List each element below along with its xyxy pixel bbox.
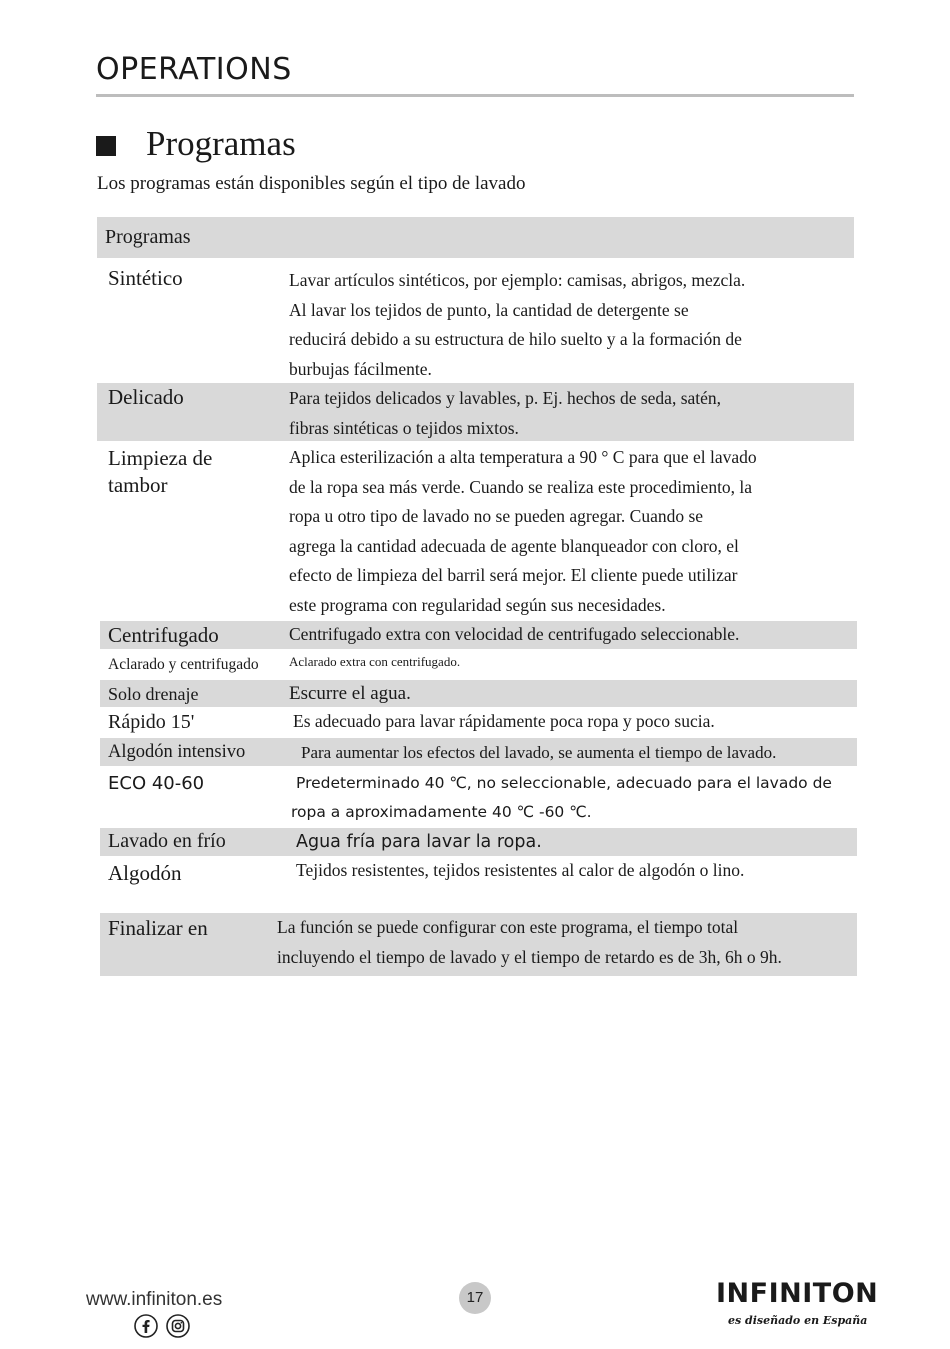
description-line: efecto de limpieza del barril será mejor. El cliente puede utilizar [289, 565, 738, 585]
program-description [289, 266, 857, 384]
program-description [289, 384, 854, 443]
table-row-delicado [97, 383, 854, 441]
description-line: Aclarado extra con centrifugado. [289, 654, 461, 669]
description-line: ropa u otro tipo de lavado no se pueden agregar. Cuando se [289, 506, 704, 526]
brand-tagline: es diseñado en España [728, 1314, 868, 1327]
program-name: Finalizar en [108, 916, 208, 940]
program-name: Sintético [108, 266, 183, 290]
program-description [293, 707, 857, 737]
program-description [291, 769, 857, 827]
section-bullet-icon [96, 136, 116, 156]
page-number-badge: 17 [459, 1282, 491, 1314]
table-row-aclarado-centrifugado [100, 650, 857, 678]
description-line: agrega la cantidad adecuada de agente blanqueador con cloro, el [289, 535, 739, 556]
program-name-line: Limpieza de [108, 446, 213, 470]
facebook-icon[interactable] [134, 1314, 158, 1338]
description-line: de la ropa sea más verde. Cuando se realiza este procedimiento, la [289, 476, 753, 497]
table-row-lavado-en-frio [100, 828, 857, 856]
program-description [301, 738, 857, 768]
description-line: reducirá debido a su estructura de hilo suelto y a la formación de [289, 329, 742, 349]
program-name-line: tambor [108, 473, 168, 497]
instagram-icon[interactable] [166, 1314, 190, 1338]
program-name: Lavado en frío [108, 830, 226, 852]
program-name: Aclarado y centrifugado [108, 656, 259, 673]
table-row-algodon-intensivo [100, 738, 857, 766]
program-name: Algodón intensivo [108, 742, 246, 762]
description-line: Para tejidos delicados y lavables, p. Ej. hechos de seda, satén, [289, 388, 722, 408]
description-line: fibras sintéticas o tejidos mixtos. [289, 417, 519, 438]
table-row-algodon [100, 857, 857, 907]
program-name: Rápido 15' [108, 711, 195, 733]
description-line: ropa a aproximadamente 40 ℃ -60 ℃. [291, 803, 592, 821]
table-row-solo-drenaje [100, 680, 857, 707]
program-name: Centrifugado [108, 623, 219, 647]
program-description [289, 620, 857, 650]
program-name: ECO 40-60 [108, 773, 205, 794]
table-row-limpieza-tambor [100, 442, 857, 620]
program-description [289, 647, 857, 677]
program-description [289, 679, 857, 709]
brand-logo: INFINITON [716, 1278, 879, 1309]
program-name: Delicado [108, 385, 184, 409]
program-name: Solo drenaje [108, 684, 199, 704]
page-header-title: OPERATIONS [96, 52, 292, 87]
footer-website-link[interactable]: www.infiniton.es [86, 1289, 223, 1310]
description-line: Al lavar los tejidos de punto, la cantidad de detergente se [289, 299, 689, 320]
description-line: burbujas fácilmente. [289, 358, 432, 379]
description-line: Tejidos resistentes, tejidos resistentes al calor de algodón o lino. [296, 860, 745, 880]
program-name [108, 445, 212, 499]
description-line: incluyendo el tiempo de lavado y el tiempo de retardo es de 3h, 6h o 9h. [277, 946, 782, 967]
table-row-finalizar-en [100, 913, 857, 976]
description-line: este programa con regularidad según sus necesidades. [289, 594, 666, 615]
section-intro: Los programas están disponibles según el tipo de lavado [97, 173, 526, 194]
description-line: Aplica esterilización a alta temperatura a 90 ° C para que el lavado [289, 447, 757, 467]
description-line: Predeterminado 40 ℃, no seleccionable, adecuado para el lavado de [296, 774, 832, 792]
table-row-sintetico [100, 262, 857, 382]
description-line: La función se puede configurar con este programa, el tiempo total [277, 917, 739, 937]
description-line: Centrifugado extra con velocidad de centrifugado seleccionable. [289, 624, 740, 644]
description-line: Para aumentar los efectos del lavado, se aumenta el tiempo de lavado. [301, 743, 777, 762]
program-name: Algodón [108, 861, 182, 885]
description-line: Escurre el agua. [289, 683, 411, 704]
program-description [296, 856, 857, 886]
program-description [277, 913, 877, 972]
description-line: Agua fría para lavar la ropa. [296, 832, 542, 852]
description-line: Lavar artículos sintéticos, por ejemplo: camisas, abrigos, mezcla. [289, 270, 746, 290]
table-header: Programas [97, 217, 854, 258]
program-description [289, 443, 857, 620]
header-divider [96, 94, 854, 97]
section-title: Programas [146, 124, 296, 163]
table-row-eco-40-60 [100, 767, 857, 827]
description-line: Es adecuado para lavar rápidamente poca ropa y poco sucia. [293, 711, 715, 731]
program-description [296, 828, 857, 858]
table-row-centrifugado [100, 621, 857, 649]
table-row-rapido-15 [100, 708, 857, 736]
